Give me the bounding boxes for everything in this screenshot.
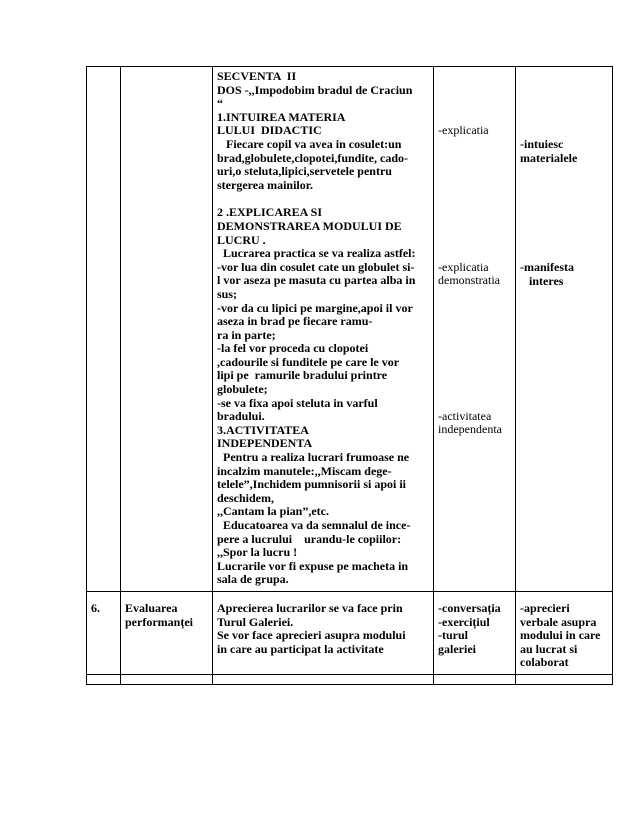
stage-line-1: Evaluarea [125,600,178,615]
content-line: globulete; [217,382,268,397]
method-activitatea: -activitatea [438,408,492,423]
content-line: uri,o steluta,lipici,servetele pentru [217,164,392,179]
table-row-sequence [87,67,613,592]
content-line: l vor aseza pe masuta cu partea alba in [217,273,416,288]
stage-cell [121,591,213,674]
content-line: -vor lua din cosulet cate un globulet si- [217,259,415,274]
content-line: ,cadourile si funditele pe care le vor [217,354,400,369]
content-line: ,,Cantam la pian”,etc. [217,504,329,519]
content-line: -la fel vor proceda cu clopotei [217,341,369,356]
empty-cell [213,674,434,684]
content-line: brad,globulete,clopotei,fundite, cado- [217,150,408,165]
content-line: -se va fixa apoi steluta in varful [217,395,378,410]
content-line: incalzim manutele:,,Miscam dege- [217,463,392,478]
content-line: DOS -,,Impodobim bradul de Craciun [217,82,413,97]
evaluation-cell [516,67,613,592]
table-row-6 [87,591,613,674]
content-line-1: Aprecierea lucrarilor se va face prin [217,600,403,615]
content-line-3: Se vor face aprecieri asupra modului [217,628,406,643]
empty-cell [434,674,516,684]
empty-cell [87,674,121,684]
content-line: Lucrarile vor fi expuse pe macheta in [217,558,409,573]
content-line: pere a lucrului urandu-le copiilor: [217,531,402,546]
method-demonstratia: demonstratia [438,273,500,288]
content-line: Pentru a realiza lucrari frumoase ne [217,450,410,465]
eval-line-1: -aprecieri [520,600,570,615]
content-line: 1.INTUIREA MATERIA [217,109,346,124]
content-line [217,192,429,206]
content-line: SECVENTA II [217,69,297,83]
content-line: sus; [217,286,238,301]
content-line: ra in parte; [217,327,276,342]
number-cell-empty [87,67,121,592]
content-line: LUCRU . [217,232,266,247]
content-line: sala de grupa. [217,572,289,587]
content-line: Lucrarea practica se va realiza astfel: [217,246,416,261]
table-row-empty [87,674,613,684]
stage-line-2: performanței [125,614,193,629]
row-number: 6. [91,600,100,615]
evaluation-remarks-cell [516,591,613,674]
method-line-3: -turul [438,628,468,643]
content-line: lipi pe ramurile bradului printre [217,368,388,383]
content-line: aseza in brad pe fiecare ramu- [217,314,373,329]
content-line: -vor da cu lipici pe margine,apoi il vor [217,300,413,315]
content-line: Fiecare copil va avea in cosulet:un [217,136,402,151]
evaluation-methods-cell [434,591,516,674]
content-line: stergerea mainilor. [217,177,313,192]
content-line: bradului. [217,409,265,424]
lesson-plan-table [86,66,613,685]
method-independenta: independenta [438,422,502,437]
row-number-cell [87,591,121,674]
eval-line-5: colaborat [520,655,569,670]
method-explicatia-1: -explicatia [438,123,489,137]
content-line-4: in care au participat la activitate [217,641,384,656]
empty-cell [121,674,213,684]
eval-materialele: materialele [520,150,578,165]
method-line-1: -conversația [438,600,501,615]
method-line-2: -exercițiul [438,614,490,629]
content-line: 3.ACTIVITATEA [217,422,309,437]
evaluation-content-cell [213,591,434,674]
eval-intuiesc: -intuiesc [520,137,564,151]
content-line: Educatoarea va da semnalul de ince- [217,518,411,532]
content-line: INDEPENDENTA [217,436,313,451]
content-line: DEMONSTRAREA MODULUI DE [217,218,402,233]
eval-line-2: verbale asupra [520,614,597,629]
methods-cell [434,67,516,592]
method-explicatia-2: -explicatia [438,259,489,274]
eval-interes: interes [520,273,564,288]
content-cell [213,67,434,592]
content-line: LULUI DIDACTIC [217,123,322,138]
eval-manifesta: -manifesta [520,260,574,275]
content-line: 2 .EXPLICAREA SI [217,205,323,220]
content-line: ,,Spor la lucru ! [217,545,298,560]
eval-line-4: au lucrat si [520,641,578,656]
eval-line-3: modului in care [520,628,601,643]
empty-cell [516,674,613,684]
content-line: deschidem, [217,490,274,505]
content-line-2: Turul Galeriei. [217,614,294,629]
content-line: telele”,Inchidem pumnisorii si apoi ii [217,477,407,492]
stage-cell-empty [121,67,213,592]
content-text [213,67,433,591]
content-line: “ [217,96,223,111]
method-line-4: galeriei [438,641,476,656]
